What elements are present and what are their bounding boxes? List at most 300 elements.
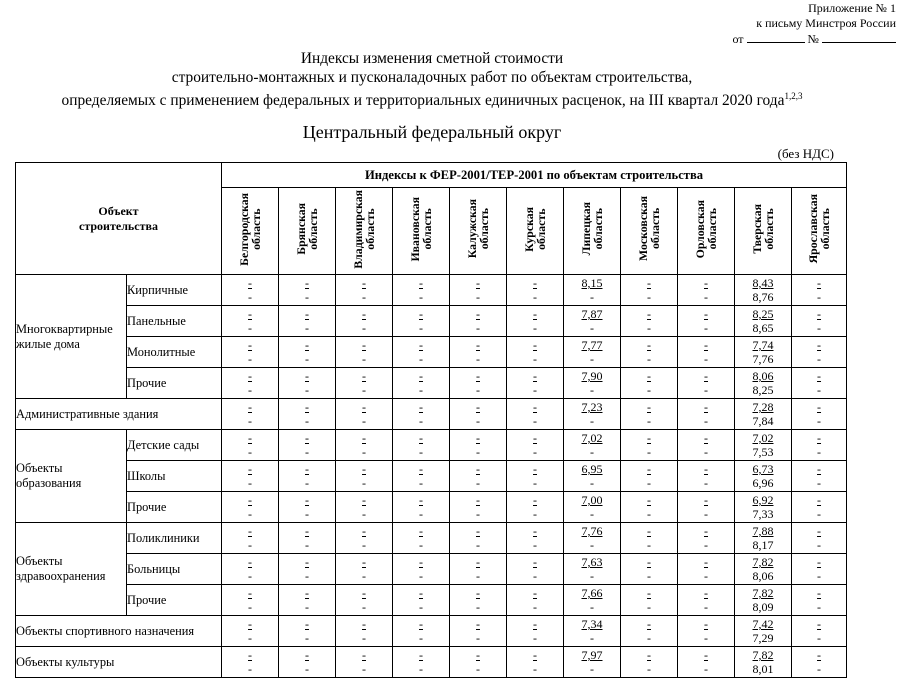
index-value-cell bbox=[678, 337, 735, 368]
index-numerator: - bbox=[305, 276, 309, 290]
index-value-cell bbox=[621, 275, 678, 306]
index-numerator: 8,43 bbox=[752, 276, 774, 290]
region-header bbox=[450, 188, 507, 275]
index-numerator: - bbox=[647, 648, 651, 662]
index-denominator: - bbox=[248, 445, 252, 459]
index-denominator: - bbox=[647, 600, 651, 614]
index-numerator: - bbox=[704, 617, 708, 631]
index-numerator: - bbox=[248, 369, 252, 383]
index-numerator: - bbox=[362, 369, 366, 383]
index-numerator: 7,74 bbox=[752, 338, 774, 352]
index-numerator: - bbox=[704, 431, 708, 445]
index-numerator: - bbox=[533, 524, 537, 538]
index-value-cell bbox=[222, 492, 279, 523]
index-numerator: - bbox=[305, 524, 309, 538]
index-numerator: - bbox=[362, 524, 366, 538]
index-denominator: - bbox=[817, 321, 822, 335]
index-numerator: - bbox=[248, 617, 252, 631]
index-denominator: - bbox=[362, 538, 366, 552]
index-value-cell bbox=[678, 430, 735, 461]
index-value-cell bbox=[507, 492, 564, 523]
index-value-cell bbox=[279, 647, 336, 678]
object-group-label: Объекты культуры bbox=[16, 647, 222, 678]
index-numerator: 7,66 bbox=[581, 586, 603, 600]
index-value-cell bbox=[450, 337, 507, 368]
region-name: Брянская область bbox=[294, 203, 320, 255]
index-numerator: 7,23 bbox=[581, 400, 603, 414]
index-denominator: - bbox=[419, 507, 423, 521]
index-numerator: - bbox=[305, 431, 309, 445]
index-numerator: 7,82 bbox=[752, 586, 774, 600]
index-denominator: - bbox=[476, 631, 480, 645]
table-row bbox=[16, 492, 847, 523]
index-value-cell bbox=[393, 616, 450, 647]
index-value-cell bbox=[564, 368, 621, 399]
object-group-label: Административные здания bbox=[16, 399, 222, 430]
index-numerator: - bbox=[305, 400, 309, 414]
index-value-cell bbox=[393, 337, 450, 368]
index-value-cell bbox=[621, 492, 678, 523]
index-value-cell bbox=[621, 461, 678, 492]
index-numerator: - bbox=[647, 555, 651, 569]
vat-note: (без НДС) bbox=[777, 146, 834, 161]
index-numerator: - bbox=[704, 462, 708, 476]
index-denominator: - bbox=[419, 662, 423, 676]
index-numerator: - bbox=[533, 338, 537, 352]
index-denominator: - bbox=[419, 414, 423, 428]
index-numerator: - bbox=[704, 493, 708, 507]
index-value-cell bbox=[735, 616, 792, 647]
index-denominator: - bbox=[362, 631, 366, 645]
index-numerator: - bbox=[476, 586, 480, 600]
index-numerator: - bbox=[419, 617, 423, 631]
index-numerator: - bbox=[305, 369, 309, 383]
index-denominator: - bbox=[533, 321, 537, 335]
index-denominator: - bbox=[590, 445, 594, 459]
index-numerator: - bbox=[533, 462, 537, 476]
index-value-cell bbox=[279, 275, 336, 306]
index-value-cell bbox=[336, 461, 393, 492]
region-name: Липецкая область bbox=[579, 202, 605, 256]
index-denominator: - bbox=[704, 600, 708, 614]
index-value-cell bbox=[222, 554, 279, 585]
index-denominator: - bbox=[248, 569, 252, 583]
index-numerator: 7,88 bbox=[752, 524, 774, 538]
index-value-cell bbox=[222, 337, 279, 368]
index-value-cell bbox=[507, 275, 564, 306]
index-denominator: - bbox=[476, 290, 480, 304]
index-denominator: - bbox=[647, 445, 651, 459]
index-value-cell bbox=[507, 647, 564, 678]
index-value-cell bbox=[507, 585, 564, 616]
index-numerator: - bbox=[533, 431, 537, 445]
index-denominator: - bbox=[419, 352, 423, 366]
index-value-cell bbox=[336, 647, 393, 678]
index-numerator: - bbox=[419, 493, 423, 507]
index-numerator: - bbox=[362, 431, 366, 445]
index-denominator: - bbox=[533, 352, 537, 366]
index-numerator: - bbox=[419, 555, 423, 569]
index-value-cell bbox=[564, 523, 621, 554]
region-header bbox=[678, 188, 735, 275]
object-group-label: Объекты здравоохранения bbox=[16, 523, 127, 616]
index-value-cell bbox=[336, 368, 393, 399]
table-row bbox=[16, 523, 847, 554]
index-numerator: - bbox=[362, 307, 366, 321]
index-denominator: - bbox=[704, 476, 708, 490]
index-value-cell bbox=[336, 337, 393, 368]
index-denominator: - bbox=[419, 321, 423, 335]
index-value-cell bbox=[678, 368, 735, 399]
index-value-cell bbox=[336, 430, 393, 461]
index-denominator: - bbox=[476, 352, 480, 366]
index-value-cell bbox=[279, 399, 336, 430]
index-value-cell bbox=[507, 337, 564, 368]
index-value-cell bbox=[222, 461, 279, 492]
index-numerator: - bbox=[704, 276, 708, 290]
index-value-cell bbox=[393, 430, 450, 461]
index-denominator: - bbox=[305, 662, 309, 676]
index-value-cell bbox=[393, 523, 450, 554]
table-row bbox=[16, 585, 847, 616]
index-numerator: - bbox=[305, 338, 309, 352]
region-header bbox=[393, 188, 450, 275]
table-row bbox=[16, 368, 847, 399]
index-value-cell bbox=[792, 461, 847, 492]
index-numerator: 7,97 bbox=[581, 648, 603, 662]
index-denominator: 7,33 bbox=[752, 507, 774, 521]
index-value-cell bbox=[564, 306, 621, 337]
object-subtype-label: Поликлиники bbox=[127, 523, 222, 554]
index-denominator: 8,25 bbox=[752, 383, 774, 397]
index-denominator: - bbox=[590, 600, 594, 614]
object-group-label: Многоквартирные жилые дома bbox=[16, 275, 127, 399]
index-value-cell bbox=[792, 430, 847, 461]
index-value-cell bbox=[336, 523, 393, 554]
index-denominator: - bbox=[362, 662, 366, 676]
object-subtype-label: Прочие bbox=[127, 585, 222, 616]
index-denominator: - bbox=[248, 290, 252, 304]
table-body bbox=[16, 275, 847, 678]
index-denominator: - bbox=[533, 445, 537, 459]
index-denominator: - bbox=[817, 569, 822, 583]
index-denominator: - bbox=[533, 631, 537, 645]
index-denominator: - bbox=[704, 414, 708, 428]
index-denominator: - bbox=[305, 569, 309, 583]
table-row bbox=[16, 275, 847, 306]
index-numerator: - bbox=[419, 307, 423, 321]
index-value-cell bbox=[507, 616, 564, 647]
index-value-cell bbox=[279, 337, 336, 368]
object-group-label: Объекты образования bbox=[16, 430, 127, 523]
index-value-cell bbox=[450, 554, 507, 585]
index-value-cell bbox=[507, 368, 564, 399]
index-value-cell bbox=[735, 523, 792, 554]
date-prefix: от bbox=[732, 32, 744, 46]
index-denominator: - bbox=[476, 445, 480, 459]
index-denominator: - bbox=[533, 600, 537, 614]
index-value-cell bbox=[222, 616, 279, 647]
index-numerator: - bbox=[476, 462, 480, 476]
index-denominator: - bbox=[590, 290, 594, 304]
index-denominator: - bbox=[362, 414, 366, 428]
index-value-cell bbox=[792, 368, 847, 399]
index-numerator: - bbox=[704, 586, 708, 600]
index-value-cell bbox=[564, 616, 621, 647]
index-numerator: - bbox=[476, 276, 480, 290]
index-denominator: - bbox=[305, 445, 309, 459]
index-numerator: - bbox=[419, 462, 423, 476]
index-value-cell bbox=[393, 585, 450, 616]
index-value-cell bbox=[621, 399, 678, 430]
index-value-cell bbox=[621, 306, 678, 337]
number-blank bbox=[822, 31, 896, 43]
index-denominator: - bbox=[590, 507, 594, 521]
index-numerator: - bbox=[817, 307, 822, 321]
index-denominator: - bbox=[305, 414, 309, 428]
index-denominator: - bbox=[647, 507, 651, 521]
index-value-cell bbox=[564, 585, 621, 616]
index-denominator: - bbox=[305, 352, 309, 366]
index-numerator: - bbox=[305, 462, 309, 476]
index-denominator: - bbox=[362, 321, 366, 335]
index-value-cell bbox=[336, 492, 393, 523]
index-value-cell bbox=[735, 306, 792, 337]
index-numerator: - bbox=[476, 338, 480, 352]
index-numerator: - bbox=[248, 307, 252, 321]
index-value-cell bbox=[222, 399, 279, 430]
index-numerator: - bbox=[305, 586, 309, 600]
index-value-cell bbox=[393, 368, 450, 399]
index-numerator: 7,34 bbox=[581, 617, 603, 631]
index-numerator: 8,25 bbox=[752, 307, 774, 321]
index-value-cell bbox=[678, 461, 735, 492]
index-value-cell bbox=[507, 554, 564, 585]
index-numerator: - bbox=[533, 276, 537, 290]
index-denominator: - bbox=[817, 476, 822, 490]
index-value-cell bbox=[678, 616, 735, 647]
region-header bbox=[336, 188, 393, 275]
index-value-cell bbox=[279, 585, 336, 616]
index-numerator: - bbox=[647, 369, 651, 383]
index-value-cell bbox=[621, 647, 678, 678]
index-numerator: - bbox=[362, 400, 366, 414]
object-group-label: Объекты спортивного назначения bbox=[16, 616, 222, 647]
index-denominator: - bbox=[590, 538, 594, 552]
index-numerator: - bbox=[362, 617, 366, 631]
index-value-cell bbox=[450, 461, 507, 492]
index-denominator: 7,29 bbox=[752, 631, 774, 645]
index-numerator: - bbox=[362, 648, 366, 662]
index-numerator: 6,92 bbox=[752, 493, 774, 507]
index-numerator: - bbox=[248, 431, 252, 445]
index-numerator: - bbox=[305, 493, 309, 507]
index-numerator: - bbox=[248, 276, 252, 290]
index-denominator: - bbox=[704, 445, 708, 459]
index-denominator: - bbox=[704, 290, 708, 304]
index-numerator: - bbox=[248, 555, 252, 569]
index-numerator: - bbox=[248, 524, 252, 538]
index-denominator: - bbox=[590, 662, 594, 676]
region-name: Владимирская область bbox=[351, 189, 377, 269]
index-denominator: - bbox=[704, 352, 708, 366]
index-numerator: - bbox=[704, 555, 708, 569]
index-denominator: - bbox=[533, 383, 537, 397]
index-value-cell bbox=[393, 275, 450, 306]
document-title bbox=[0, 49, 864, 110]
index-numerator: - bbox=[419, 276, 423, 290]
index-value-cell bbox=[279, 430, 336, 461]
index-numerator: - bbox=[533, 400, 537, 414]
index-numerator: - bbox=[647, 431, 651, 445]
region-name: Калужская область bbox=[465, 199, 491, 259]
index-denominator: - bbox=[817, 538, 822, 552]
index-numerator: - bbox=[647, 400, 651, 414]
index-value-cell bbox=[279, 461, 336, 492]
index-numerator: - bbox=[248, 586, 252, 600]
table-row bbox=[16, 430, 847, 461]
index-denominator: - bbox=[362, 600, 366, 614]
index-value-cell bbox=[564, 337, 621, 368]
index-numerator: - bbox=[704, 338, 708, 352]
index-value-cell bbox=[507, 461, 564, 492]
index-denominator: - bbox=[533, 662, 537, 676]
index-numerator: - bbox=[533, 369, 537, 383]
index-denominator: 8,17 bbox=[752, 538, 774, 552]
index-value-cell bbox=[735, 275, 792, 306]
index-numerator: 7,90 bbox=[581, 369, 603, 383]
index-denominator: - bbox=[305, 383, 309, 397]
index-denominator: - bbox=[305, 290, 309, 304]
index-numerator: - bbox=[362, 338, 366, 352]
index-value-cell bbox=[792, 492, 847, 523]
index-denominator: 8,06 bbox=[752, 569, 774, 583]
index-numerator: - bbox=[476, 524, 480, 538]
index-denominator: - bbox=[305, 476, 309, 490]
index-denominator: - bbox=[590, 569, 594, 583]
index-denominator: - bbox=[476, 538, 480, 552]
appendix-letter-ref: к письму Минстроя России bbox=[756, 16, 896, 30]
index-numerator: - bbox=[647, 617, 651, 631]
index-value-cell bbox=[735, 585, 792, 616]
index-numerator: - bbox=[419, 338, 423, 352]
table-row bbox=[16, 399, 847, 430]
index-value-cell bbox=[678, 275, 735, 306]
index-value-cell bbox=[222, 585, 279, 616]
index-denominator: - bbox=[647, 538, 651, 552]
title-line-1: Индексы изменения сметной стоимости bbox=[300, 50, 564, 67]
index-value-cell bbox=[621, 337, 678, 368]
index-numerator: - bbox=[704, 524, 708, 538]
index-numerator: - bbox=[305, 617, 309, 631]
index-denominator: - bbox=[248, 476, 252, 490]
index-denominator: - bbox=[590, 631, 594, 645]
index-value-cell bbox=[222, 523, 279, 554]
index-value-cell bbox=[507, 399, 564, 430]
index-numerator: - bbox=[704, 307, 708, 321]
index-denominator: - bbox=[305, 321, 309, 335]
index-value-cell bbox=[792, 306, 847, 337]
index-denominator: 6,96 bbox=[752, 476, 774, 490]
index-value-cell bbox=[792, 616, 847, 647]
index-denominator: - bbox=[817, 383, 822, 397]
object-subtype-label: Детские сады bbox=[127, 430, 222, 461]
index-numerator: - bbox=[362, 493, 366, 507]
index-value-cell bbox=[735, 399, 792, 430]
index-numerator: - bbox=[817, 648, 822, 662]
table-row bbox=[16, 461, 847, 492]
index-denominator: - bbox=[533, 538, 537, 552]
index-numerator: - bbox=[817, 493, 822, 507]
index-denominator: - bbox=[362, 569, 366, 583]
title-line-2: строительно-монтажных и пусконаладочных работ по объектам строительства, bbox=[171, 69, 693, 86]
index-value-cell bbox=[336, 585, 393, 616]
index-denominator: - bbox=[647, 569, 651, 583]
index-denominator: 7,84 bbox=[752, 414, 774, 428]
region-name: Ярославская область bbox=[806, 194, 833, 264]
index-numerator: 8,15 bbox=[581, 276, 603, 290]
index-numerator: 8,06 bbox=[752, 369, 774, 383]
index-denominator: - bbox=[590, 352, 594, 366]
index-denominator: - bbox=[476, 569, 480, 583]
index-value-cell bbox=[279, 306, 336, 337]
index-numerator: 7,00 bbox=[581, 493, 603, 507]
index-value-cell bbox=[735, 492, 792, 523]
index-denominator: - bbox=[419, 476, 423, 490]
index-value-cell bbox=[450, 523, 507, 554]
index-value-cell bbox=[735, 430, 792, 461]
index-numerator: 7,63 bbox=[581, 555, 603, 569]
index-numerator: - bbox=[647, 276, 651, 290]
index-numerator: - bbox=[817, 400, 822, 414]
index-denominator: - bbox=[305, 631, 309, 645]
index-denominator: 8,09 bbox=[752, 600, 774, 614]
index-numerator: - bbox=[305, 307, 309, 321]
index-value-cell bbox=[678, 554, 735, 585]
index-denominator: - bbox=[476, 662, 480, 676]
index-denominator: - bbox=[533, 476, 537, 490]
index-denominator: - bbox=[476, 600, 480, 614]
index-denominator: - bbox=[704, 383, 708, 397]
index-denominator: - bbox=[248, 383, 252, 397]
index-denominator: - bbox=[305, 538, 309, 552]
index-value-cell bbox=[564, 492, 621, 523]
index-value-cell bbox=[450, 430, 507, 461]
index-numerator: - bbox=[533, 307, 537, 321]
index-value-cell bbox=[393, 306, 450, 337]
index-numerator: - bbox=[817, 338, 822, 352]
index-numerator: - bbox=[419, 524, 423, 538]
index-value-cell bbox=[222, 275, 279, 306]
object-subtype-label: Монолитные bbox=[127, 337, 222, 368]
index-numerator: 7,82 bbox=[752, 648, 774, 662]
index-value-cell bbox=[735, 337, 792, 368]
index-numerator: - bbox=[533, 648, 537, 662]
region-header bbox=[735, 188, 792, 275]
index-denominator: - bbox=[248, 321, 252, 335]
index-value-cell bbox=[336, 399, 393, 430]
index-value-cell bbox=[792, 337, 847, 368]
index-value-cell bbox=[222, 647, 279, 678]
index-denominator: - bbox=[248, 600, 252, 614]
index-value-cell bbox=[450, 399, 507, 430]
region-name: Орловская область bbox=[693, 199, 719, 259]
index-value-cell bbox=[621, 368, 678, 399]
index-denominator: - bbox=[647, 631, 651, 645]
index-value-cell bbox=[222, 430, 279, 461]
table-row bbox=[16, 647, 847, 678]
index-value-cell bbox=[735, 554, 792, 585]
